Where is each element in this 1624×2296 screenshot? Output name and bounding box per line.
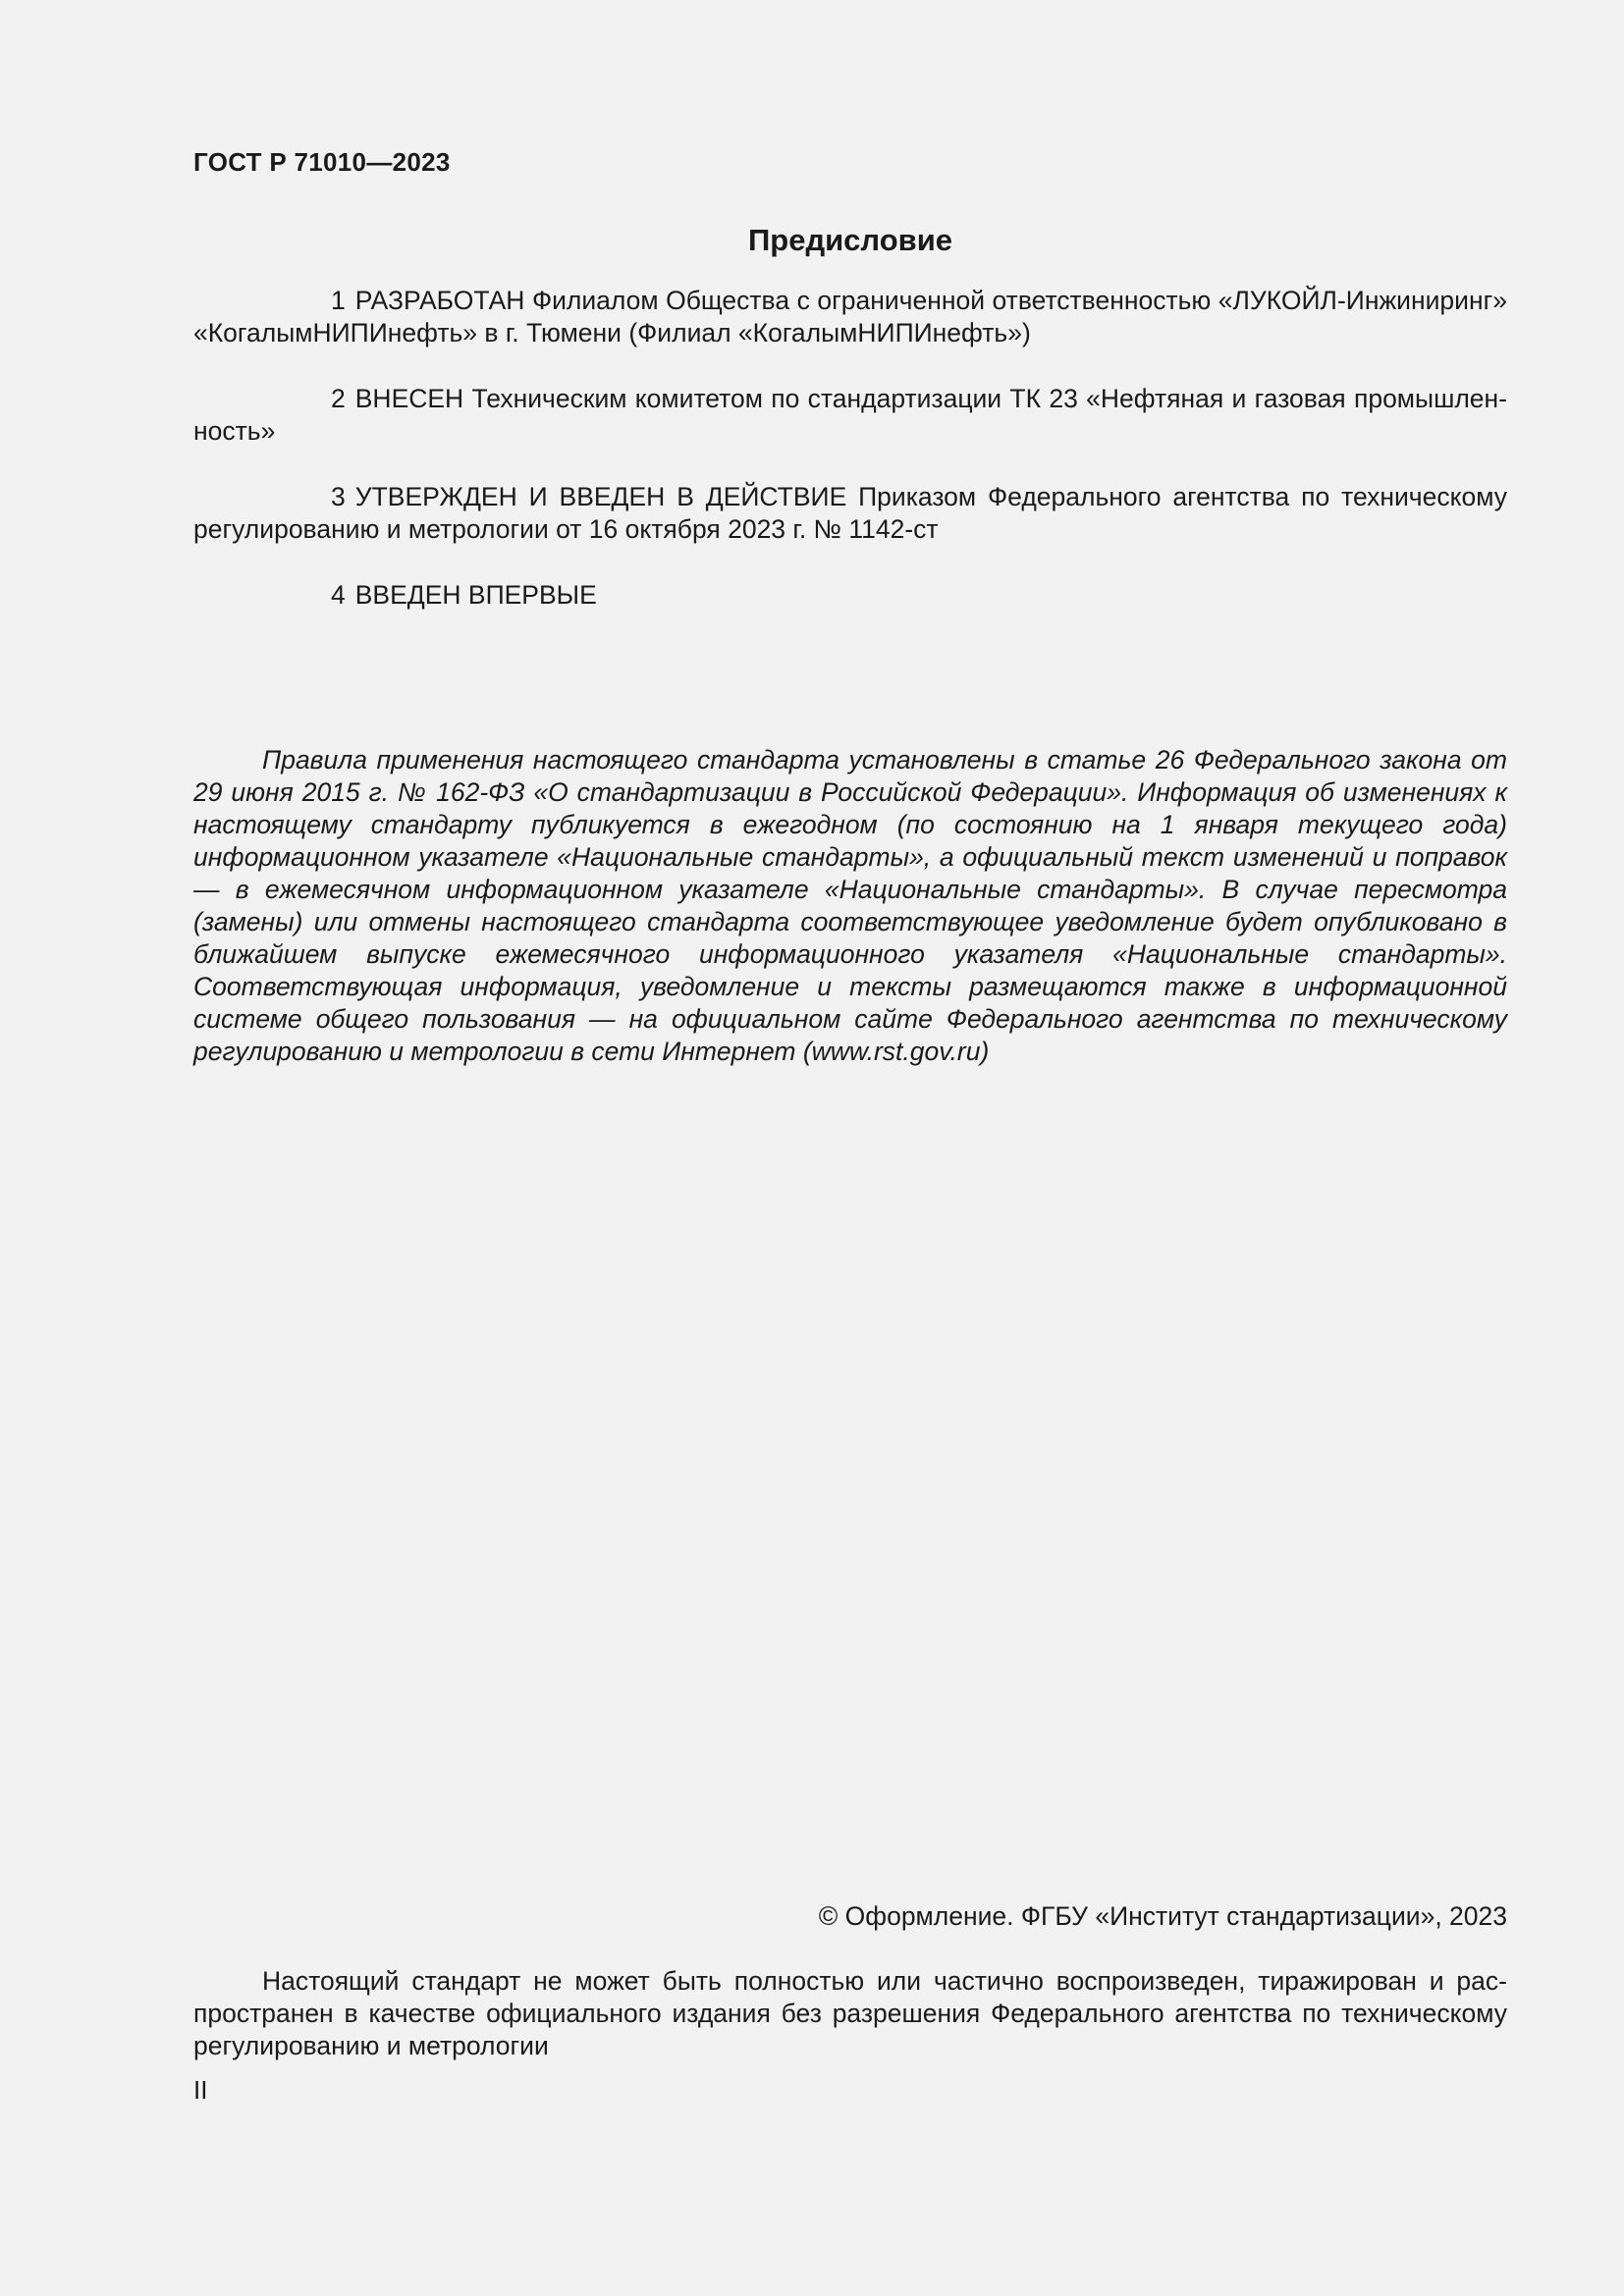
application-rules-paragraph: Правила применения настоящего стандарта установлены в статье 26 Федерального закона от 29 июня 2015 г. № 162-ФЗ «О стандартизации в Российской Федерации». Информация об изменениях к настоящему стандарту публикуется в ежегодном (по состоянию на 1 января текущего года) информационном указателе «Национальные стандарты», а официальный текст изменений и поправок — в ежемесячном информационном указателе «Национальные стандарты». В случае пересмотра (замены) или отмены настоящего стандарта соответствующее уведомление будет опубликовано в ближайшем выпуске ежемесячного информационного указателя «Национальные стандарты». Соответствующая информация, уведомление и тексты размещаются также в информационной системе общего пользования — на официальном сайте Федерального агентства по техническому регулированию и метрологии в сети Интернет (www.rst.gov.ru) (193, 745, 1507, 1066)
foreword-item-1 (193, 285, 1507, 349)
item-text: РАЗРАБОТАН Филиалом Общества с ограниченной ответственностью «ЛУКОЙЛ-Инжиниринг» «КогалымНИПИнефть» в г. Тюмени (Филиал «КогалымНИПИнефть») (193, 286, 1507, 347)
document-page (193, 0, 1507, 2296)
reproduction-notice: Настоящий стандарт не может быть полностью или частично воспроизведен, тиражирован и распространен в качестве официального издания без разрешения Федерального агентства по техническому регулированию и метрологии (193, 1966, 1507, 2060)
foreword-item-4 (193, 579, 1507, 612)
item-text: ВВЕДЕН ВПЕРВЫЕ (354, 580, 597, 610)
page-title: Предисловие (747, 223, 952, 257)
document-id: ГОСТ Р 71010—2023 (193, 147, 451, 177)
item-number: 3 (331, 482, 346, 511)
item-number: 4 (331, 580, 346, 610)
foreword-item-2 (193, 383, 1507, 448)
item-number: 2 (331, 384, 346, 413)
copyright-line: © Оформление. ФГБУ «Институт стандартизации», 2023 (818, 1901, 1507, 1931)
item-number: 1 (331, 286, 346, 315)
page-number: II (193, 2075, 208, 2105)
foreword-item-3 (193, 481, 1507, 546)
item-text: УТВЕРЖДЕН И ВВЕДЕН В ДЕЙСТВИЕ Приказом Федерального агентства по техническому регулированию и метрологии от 16 октября 2023 г. № 1142-ст (193, 482, 1507, 544)
item-text: ВНЕСЕН Техническим комитетом по стандартизации ТК 23 «Нефтяная и газовая промышленность» (193, 384, 1507, 446)
